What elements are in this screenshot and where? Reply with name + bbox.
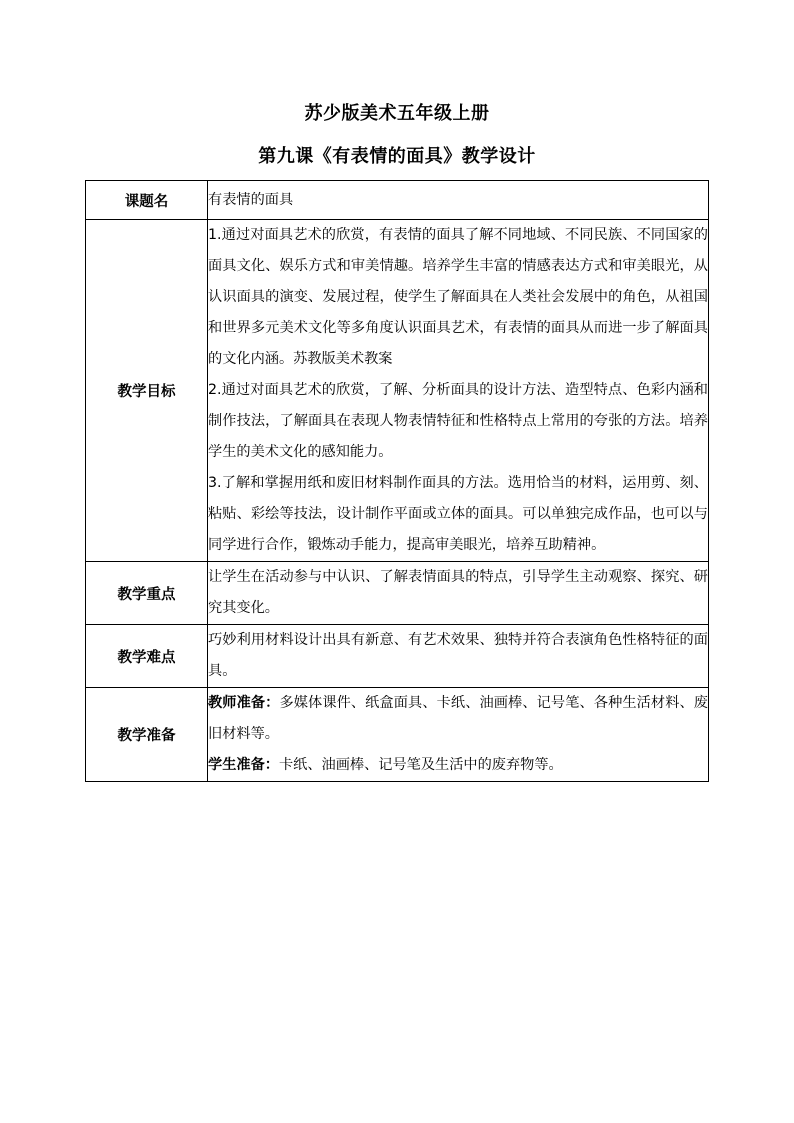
objective-item-2: 2.通过对面具艺术的欣赏，了解、分析面具的设计方法、造型特点、色彩内涵和制作技法，了解面具在表现人物表情特征和性格特点上常用的夸张的方法。培养学生的美术文化的感知能力。	[208, 382, 708, 460]
table-row-preparation	[86, 688, 709, 782]
document-title: 苏少版美术五年级上册	[304, 103, 490, 124]
lesson-name-label: 课题名	[86, 181, 208, 220]
student-preparation	[208, 750, 708, 781]
teacher-preparation-label: 教师准备：	[208, 695, 280, 711]
objective-item-1: 1.通过对面具艺术的欣赏，有表情的面具了解不同地域、不同民族、不同国家的面具文化、娱乐方式和审美情趣。培养学生丰富的情感表达方式和审美眼光，从认识面具的演变、发展过程，使学生了解面具在人类社会发展中的角色，从祖国和世界多元美术文化等多角度认识面具艺术，有表情的面具从而进一步了解面具的文化内涵。苏教版美术教案	[208, 227, 708, 367]
objectives-label: 教学目标	[86, 220, 208, 562]
lesson-name-value: 有表情的面具	[208, 181, 709, 220]
objective-item-3: 3.了解和掌握用纸和废旧材料制作面具的方法。选用恰当的材料，运用剪、刻、粘贴、彩绘等技法，设计制作平面或立体的面具。可以单独完成作品，也可以与同学进行合作，锻炼动手能力，提高审美眼光，培养互助精神。	[208, 475, 708, 553]
teacher-preparation	[208, 688, 708, 750]
table-row-lesson-name	[86, 181, 709, 220]
difficulties-label: 教学难点	[86, 625, 208, 688]
document-subtitle: 第九课《有表情的面具》教学设计	[258, 146, 536, 167]
key-points-label: 教学重点	[86, 562, 208, 625]
objectives-content	[208, 220, 709, 562]
difficulties-value: 巧妙利用材料设计出具有新意、有艺术效果、独特并符合表演角色性格特征的面具。	[208, 625, 709, 688]
student-preparation-label: 学生准备：	[208, 757, 279, 773]
table-row-objectives	[86, 220, 709, 562]
preparation-label: 教学准备	[86, 688, 208, 782]
table-row-difficulties	[86, 625, 709, 688]
teacher-preparation-value: 多媒体课件、纸盒面具、卡纸、油画棒、记号笔、各种生活材料、废旧材料等。	[208, 695, 708, 742]
preparation-content	[208, 688, 709, 782]
student-preparation-value: 卡纸、油画棒、记号笔及生活中的废弃物等。	[278, 757, 563, 773]
key-points-value: 让学生在活动参与中认识、了解表情面具的特点，引导学生主动观察、探究、研究其变化。	[208, 562, 709, 625]
table-row-key-points	[86, 562, 709, 625]
lesson-plan-table	[85, 180, 709, 782]
